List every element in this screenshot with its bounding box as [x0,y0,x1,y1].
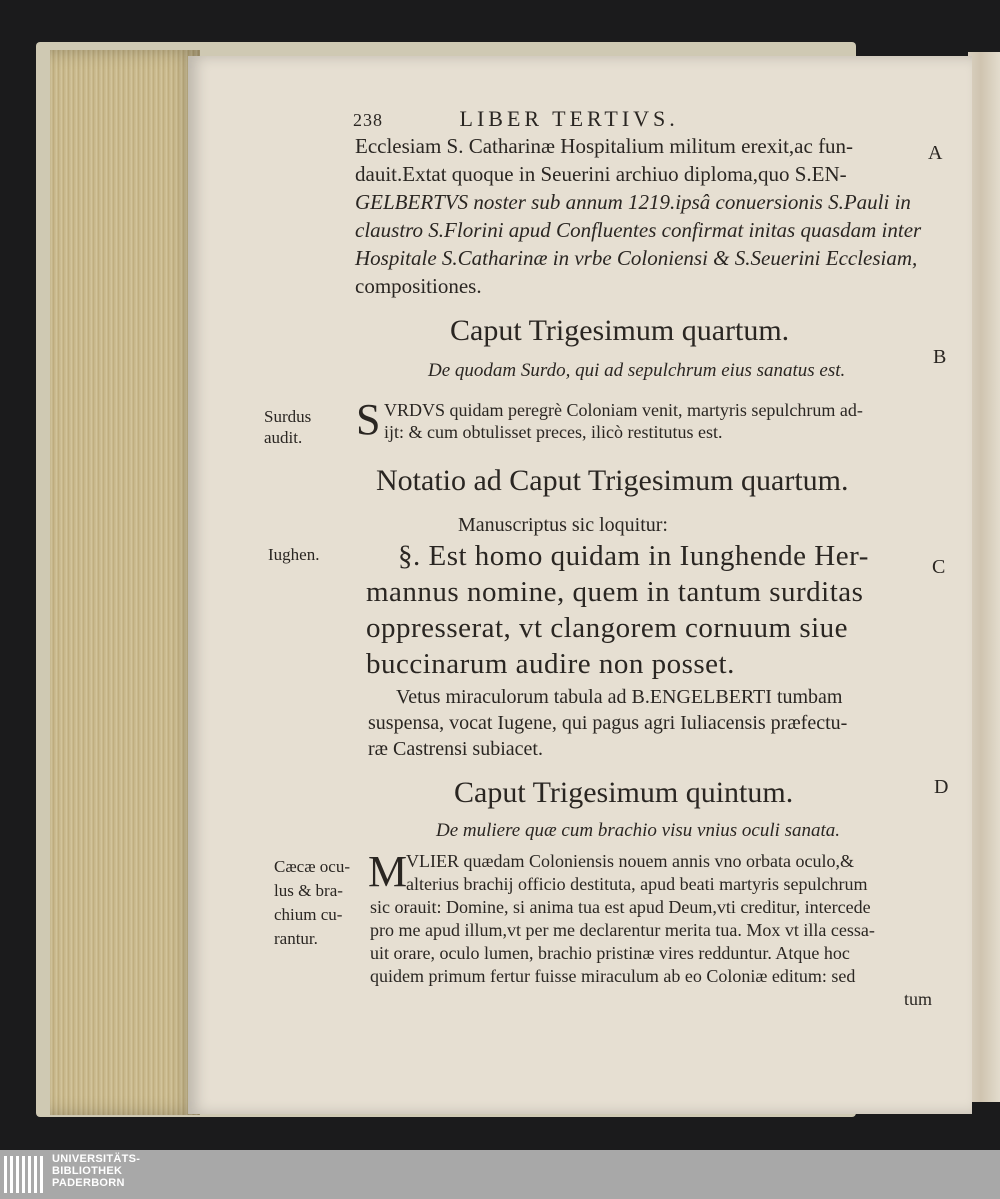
text-line: ræ Castrensi subiacet. [368,738,543,760]
margin-note-iughen: Iughen. [268,545,320,564]
page-number: 238 [353,110,383,130]
library-logo-icon [2,1152,46,1197]
text-line: sic orauit: Domine, si anima tua est apud Deum,vti creditur, intercede [370,897,871,917]
text-line: alterius brachij officio destituta, apud beati martyris sepulchrum [406,874,868,894]
text-line: VLIER quædam Coloniensis nouem annis vno orbata oculo,& [406,851,854,871]
margin-note-surdus: Surdus [264,407,312,426]
text-line: uit orare, oculo lumen, brachio pristinæ vires redduntur. Atque hoc [370,943,850,963]
side-letter-d: D [934,776,949,798]
text-line: VRDVS quidam peregrè Coloniam venit, martyris sepulchrum ad- [384,400,863,420]
side-letter-a: A [928,142,943,164]
text-line: Vetus miraculorum tabula ad B.ENGELBERTI tumbam [396,686,843,708]
logo-line: PADERBORN [52,1177,125,1189]
text-line: pro me apud illum,vt per me declarentur merita tua. Mox vt illa cessa- [370,920,875,940]
margin-note-line: Cæcæ ocu- [274,857,351,876]
notatio-intro: Manuscriptus sic loquitur: [458,514,668,536]
logo-line: BIBLIOTHEK [52,1165,123,1177]
text-line: suspensa, vocat Iugene, qui pagus agri Iuliacensis præfectu- [368,712,848,734]
running-head [353,106,679,132]
text-line-large: mannus nomine, quem in tantum surditas [366,576,864,608]
margin-note-line: rantur. [274,929,318,948]
text-line: Ecclesiam S. Catharinæ Hospitalium militum erexit,ac fun- [355,134,854,158]
notatio-title: Notatio ad Caput Trigesimum quartum. [376,464,849,497]
margin-note-line: lus & bra- [274,881,343,900]
text-line-large: buccinarum audire non posset. [366,648,735,680]
library-footer [0,1150,1000,1199]
chapter-34-title: Caput Trigesimum quartum. [450,314,790,347]
text-line: ijt: & cum obtulisset preces, ilicò restitutus est. [384,422,723,442]
catchword: tum [904,989,933,1009]
text-line: GELBERTVS noster sub annum 1219.ipsâ conuersionis S.Pauli in [355,190,911,214]
side-letter-b: B [933,346,947,368]
facing-page-edge [968,52,1000,1102]
side-letter-c: C [932,556,946,578]
margin-note-audit: audit. [264,428,303,447]
drop-cap-s: S [356,395,381,444]
text-line: quidem primum fertur fuisse miraculum ab eo Coloniæ editum: sed [370,966,856,986]
text-line-large: §. Est homo quidam in Iunghende Her- [398,540,869,572]
chapter-34-subtitle: De quodam Surdo, qui ad sepulchrum eius sanatus est. [428,360,846,381]
text-line: claustro S.Florini apud Confluentes confirmat initas quasdam inter [355,218,922,242]
text-line-large: oppresserat, vt clangorem cornuum siue [366,612,849,644]
book-fore-edge [50,50,200,1115]
chapter-35-subtitle: De muliere quæ cum brachio visu vnius oculi sanata. [436,820,841,841]
text-line: compositiones. [355,274,482,298]
running-title: LIBER TERTIVS. [459,106,679,131]
drop-cap-m: M [368,847,408,896]
text-line: Hospitale S.Catharinæ in vrbe Coloniensi & S.Seuerini Ecclesiam, [355,246,918,270]
margin-note-line: chium cu- [274,905,343,924]
library-logo-text [52,1153,140,1189]
logo-line: UNIVERSITÄTS- [52,1153,141,1165]
book-page [188,56,972,1114]
text-line: dauit.Extat quoque in Seuerini archiuo diploma,quo S.EN- [355,162,847,186]
chapter-35-title: Caput Trigesimum quintum. [454,776,794,809]
